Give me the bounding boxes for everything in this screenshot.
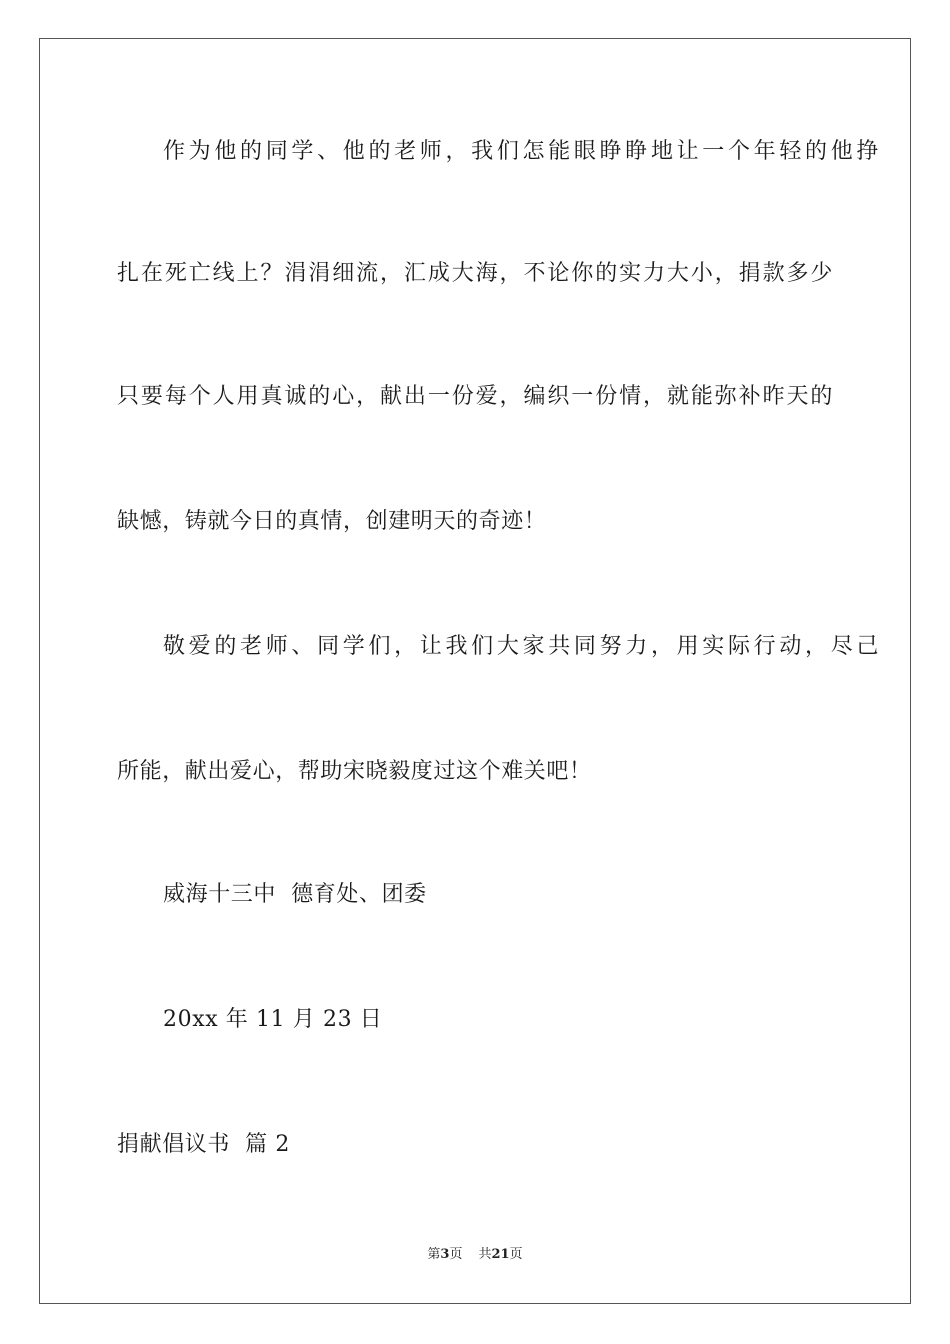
- paragraph-1-line-3: 只要每个人用真诚的心，献出一份爱，编织一份情，就能弥补昨天的: [117, 384, 833, 409]
- footer-page-prefix: 第: [427, 1247, 441, 1262]
- paragraph-1-line-2: 扎在死亡线上？涓涓细流，汇成大海，不论你的实力大小，捐款多少: [117, 261, 833, 286]
- paragraph-1-line-4: 缺憾，铸就今日的真情，创建明天的奇迹！: [117, 509, 547, 534]
- signature-date: 20xx 年 11 月 23 日: [163, 1007, 383, 1032]
- signature-organization: 威海十三中 德育处、团委: [163, 882, 427, 907]
- paragraph-2-line-1: 敬爱的老师、同学们，让我们大家共同努力，用实际行动，尽己: [163, 634, 879, 659]
- footer-page-suffix: 页: [449, 1247, 463, 1262]
- footer-total-prefix: 共: [478, 1247, 492, 1262]
- paragraph-1-line-1: 作为他的同学、他的老师，我们怎能眼睁睁地让一个年轻的他挣: [163, 139, 879, 164]
- paragraph-2-line-2: 所能，献出爱心，帮助宋晓毅度过这个难关吧！: [117, 759, 592, 784]
- footer-page-number: 3: [440, 1247, 450, 1262]
- section-heading: 捐献倡议书 篇 2: [117, 1132, 290, 1157]
- page-footer: [0, 1246, 950, 1264]
- page-frame: [39, 38, 911, 1304]
- footer-total-suffix: 页: [509, 1247, 523, 1262]
- footer-total-pages: 21: [491, 1247, 510, 1262]
